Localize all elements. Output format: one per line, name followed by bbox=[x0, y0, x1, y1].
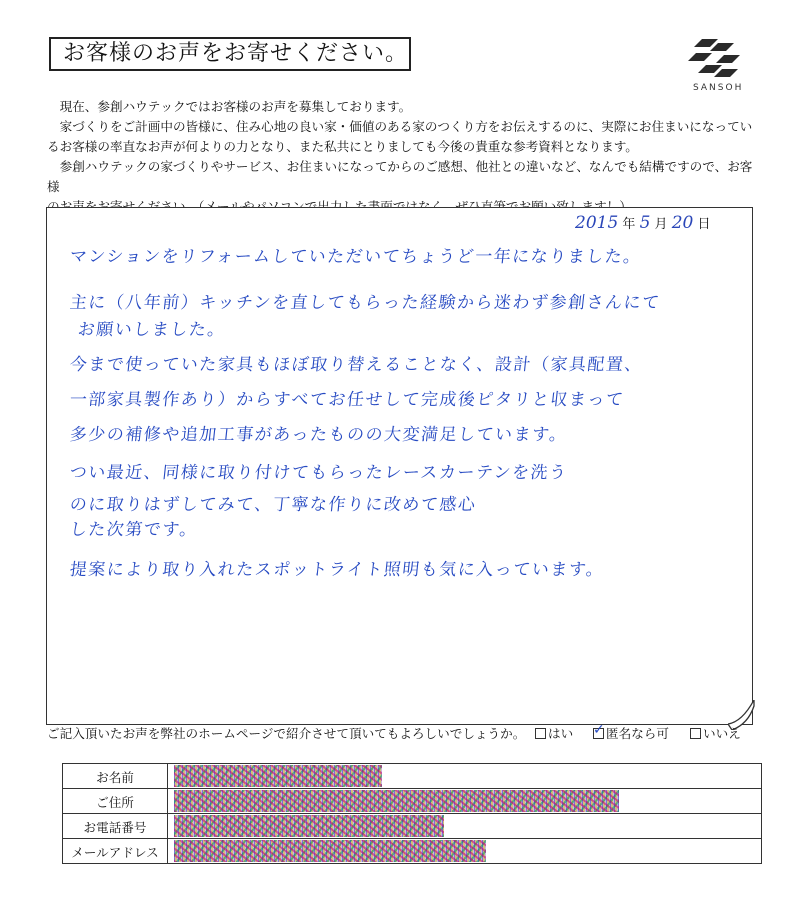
date-year-unit: 年 bbox=[622, 217, 636, 232]
table-row bbox=[63, 764, 762, 789]
phone-field[interactable] bbox=[168, 814, 762, 839]
intro-line: 現在、参創ハウテックではお客様のお声を募集しております。 bbox=[47, 99, 412, 114]
handwritten-line: のに取りはずしてみて、丁寧な作りに改めて感心 bbox=[68, 495, 478, 515]
check-mark-icon: ✓ bbox=[593, 722, 605, 738]
date-day: 20 bbox=[671, 213, 694, 233]
option-label: はい bbox=[548, 726, 574, 741]
address-field[interactable] bbox=[168, 789, 762, 814]
table-row bbox=[63, 814, 762, 839]
redacted-block bbox=[174, 790, 619, 812]
name-label: お名前 bbox=[63, 764, 168, 789]
consent-option-no[interactable] bbox=[690, 723, 741, 742]
address-label: ご住所 bbox=[63, 789, 168, 814]
redacted-block bbox=[174, 765, 382, 787]
logo-text: SANSOH bbox=[693, 83, 744, 93]
page-title: お客様のお声をお寄せください。 bbox=[49, 37, 411, 71]
redacted-block bbox=[174, 815, 444, 837]
handwritten-line: お願いしました。 bbox=[76, 320, 227, 340]
checkbox-icon[interactable] bbox=[690, 728, 701, 739]
table-row bbox=[63, 839, 762, 864]
intro-text bbox=[47, 97, 757, 217]
name-field[interactable] bbox=[168, 764, 762, 789]
date-day-unit: 日 bbox=[697, 217, 711, 232]
intro-line: 参創ハウテックの家づくりやサービス、お住まいになってからのご感想、他社との違いなど、なんでも結構ですので、お客様 bbox=[47, 159, 753, 194]
table-row bbox=[63, 789, 762, 814]
handwritten-line: 主に（八年前）キッチンを直してもらった経験から迷わず参創さんにて bbox=[68, 293, 662, 313]
checkbox-icon[interactable] bbox=[535, 728, 546, 739]
option-label: 匿名なら可 bbox=[606, 726, 669, 741]
handwritten-line: つい最近、同様に取り付けてもらったレースカーテンを洗う bbox=[68, 463, 569, 483]
handwritten-line: マンションをリフォームしていただいてちょうど一年になりました。 bbox=[68, 247, 643, 267]
date-year: 2015 bbox=[575, 213, 619, 233]
consent-option-yes[interactable] bbox=[535, 723, 573, 742]
email-label: メールアドレス bbox=[63, 839, 168, 864]
date-month: 5 bbox=[639, 213, 651, 233]
handwritten-line: した次第です。 bbox=[68, 520, 199, 540]
phone-label: お電話番号 bbox=[63, 814, 168, 839]
consent-option-anonymous[interactable] bbox=[593, 723, 669, 742]
email-field[interactable] bbox=[168, 839, 762, 864]
intro-line: るお客様の率直なお声が何よりの力となり、また私共にとりましても今後の貴重な参考資料となります。 bbox=[47, 139, 638, 154]
handwritten-line: 一部家具製作あり）からすべてお任せして完成後ピタリと収まって bbox=[68, 390, 626, 410]
date-month-unit: 月 bbox=[654, 217, 668, 232]
date-field bbox=[575, 213, 710, 233]
intro-line: 家づくりをご計画中の皆様に、住み心地の良い家・価値のある家のつくり方をお伝えするのに、実際にお住まいになってい bbox=[47, 119, 753, 134]
consent-question: ご記入頂いたお声を弊社のホームページで紹介させて頂いてもよろしいでしょうか。 bbox=[47, 726, 526, 741]
checkbox-checked-icon[interactable] bbox=[593, 722, 605, 739]
handwritten-line: 今まで使っていた家具もほぼ取り替えることなく、設計（家具配置、 bbox=[68, 355, 644, 375]
handwritten-line: 多少の補修や追加工事があったものの大変満足しています。 bbox=[68, 425, 569, 445]
redacted-block bbox=[174, 840, 486, 862]
handwritten-line: 提案により取り入れたスポットライト照明も気に入っています。 bbox=[68, 560, 606, 580]
contact-info-table bbox=[62, 763, 762, 864]
option-label: いいえ bbox=[703, 726, 741, 741]
